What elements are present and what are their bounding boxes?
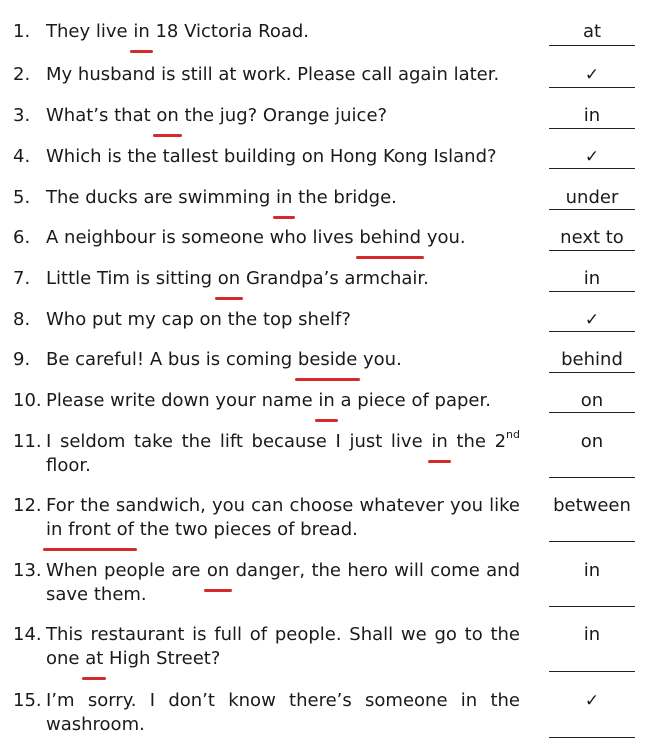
sentence-text: floor. [46, 455, 91, 476]
sentence [46, 186, 520, 210]
item-number: 2. [13, 64, 31, 85]
item-number: 5. [13, 187, 31, 208]
answer-line [549, 372, 635, 373]
sentence-text: you. [357, 349, 402, 370]
error-underlined-word: in [133, 21, 150, 42]
sentence [46, 104, 520, 128]
answer-line [549, 737, 635, 738]
correct-checkmark: ✓ [584, 691, 600, 711]
item-number: 15. [13, 690, 42, 711]
correct-checkmark: ✓ [584, 310, 600, 330]
item-number: 14. [13, 624, 42, 645]
sentence [46, 389, 520, 413]
error-underlined-word: in front of [46, 519, 135, 540]
sentence-text: danger, the hero will come and save them. [46, 560, 520, 605]
error-underlined-word: in [318, 390, 335, 411]
answer-line [549, 606, 635, 607]
sentence-text: Grandpa’s armchair. [240, 268, 429, 289]
sentence [46, 348, 520, 372]
error-underlined-word: in [431, 431, 448, 452]
sentence-text: the bridge. [292, 187, 397, 208]
correction-answer: between [553, 495, 631, 516]
correction-answer: next to [560, 227, 624, 248]
sentence-text: the two pieces of bread. [134, 519, 358, 540]
sentence-text: The ducks are swimming [46, 187, 277, 208]
sentence [46, 430, 520, 478]
answer-line [549, 331, 635, 332]
error-underlined-word: in [276, 187, 293, 208]
correction-answer: on [580, 390, 604, 411]
ordinal-suffix: nd [506, 428, 520, 441]
correction-answer: behind [561, 349, 623, 370]
sentence-text: Please write down your name [46, 390, 319, 411]
item-number: 9. [13, 349, 31, 370]
sentence-text: When people are [46, 560, 207, 581]
item-number: 8. [13, 309, 31, 330]
item-number: 12. [13, 495, 42, 516]
answer-line [549, 168, 635, 169]
sentence-text: I seldom take the lift because I just live [46, 431, 432, 452]
sentence-text: Little Tim is sitting [46, 268, 218, 289]
answer-line [549, 412, 635, 413]
sentence-text: They live [46, 21, 134, 42]
error-underlined-word: beside [297, 349, 358, 370]
sentence-text: the 2 [447, 431, 507, 452]
correction-answer: in [583, 624, 601, 645]
item-number: 7. [13, 268, 31, 289]
sentence-text: A neighbour is someone who lives [46, 227, 360, 248]
answer-line [549, 45, 635, 46]
correction-answer: at [582, 21, 602, 42]
sentence [46, 494, 520, 542]
sentence-text: a piece of paper. [334, 390, 491, 411]
error-underlined-word: on [217, 268, 241, 289]
sentence [46, 623, 520, 671]
answer-line [549, 250, 635, 251]
sentence-text: This restaurant is full of people. Shall we go to the one [46, 624, 520, 669]
sentence [46, 308, 520, 332]
sentence-text: High Street? [103, 648, 221, 669]
error-underlined-word: on [206, 560, 230, 581]
sentence-text: 18 Victoria Road. [149, 21, 310, 42]
sentence [46, 689, 520, 737]
error-underlined-word: at [85, 648, 104, 669]
sentence-text: I’m sorry. I don’t know there’s someone in the washroom. [46, 690, 520, 735]
sentence [46, 145, 520, 169]
answer-line [549, 87, 635, 88]
correct-checkmark: ✓ [584, 65, 600, 85]
correction-answer: in [583, 268, 601, 289]
answer-line [549, 477, 635, 478]
item-number: 11. [13, 431, 42, 452]
item-number: 10. [13, 390, 42, 411]
answer-line [549, 541, 635, 542]
item-number: 1. [13, 21, 31, 42]
error-underlined-word: behind [359, 227, 422, 248]
answer-line [549, 291, 635, 292]
correct-checkmark: ✓ [584, 147, 600, 167]
correction-answer: in [583, 105, 601, 126]
correction-answer: on [580, 431, 604, 452]
sentence-text: Be careful! A bus is coming [46, 349, 298, 370]
answer-line [549, 128, 635, 129]
sentence-text: Which is the tallest building on Hong Kong Island? [46, 146, 497, 167]
error-underlined-word: on [156, 105, 179, 126]
sentence-text: For the sandwich, you can choose whatever you like [46, 495, 520, 516]
sentence-text: My husband is still at work. Please call again later. [46, 64, 500, 85]
item-number: 6. [13, 227, 31, 248]
sentence-text: you. [421, 227, 466, 248]
item-number: 13. [13, 560, 42, 581]
sentence [46, 20, 520, 44]
answer-line [549, 209, 635, 210]
sentence [46, 63, 520, 87]
item-number: 3. [13, 105, 31, 126]
sentence [46, 559, 520, 607]
sentence [46, 226, 520, 250]
correction-answer: in [583, 560, 601, 581]
sentence [46, 267, 520, 291]
item-number: 4. [13, 146, 31, 167]
sentence-text: the jug? Orange juice? [178, 105, 388, 126]
sentence-text: Who put my cap on the top shelf? [46, 309, 351, 330]
correction-answer: under [565, 187, 619, 208]
sentence-text: What’s that [46, 105, 157, 126]
answer-line [549, 671, 635, 672]
